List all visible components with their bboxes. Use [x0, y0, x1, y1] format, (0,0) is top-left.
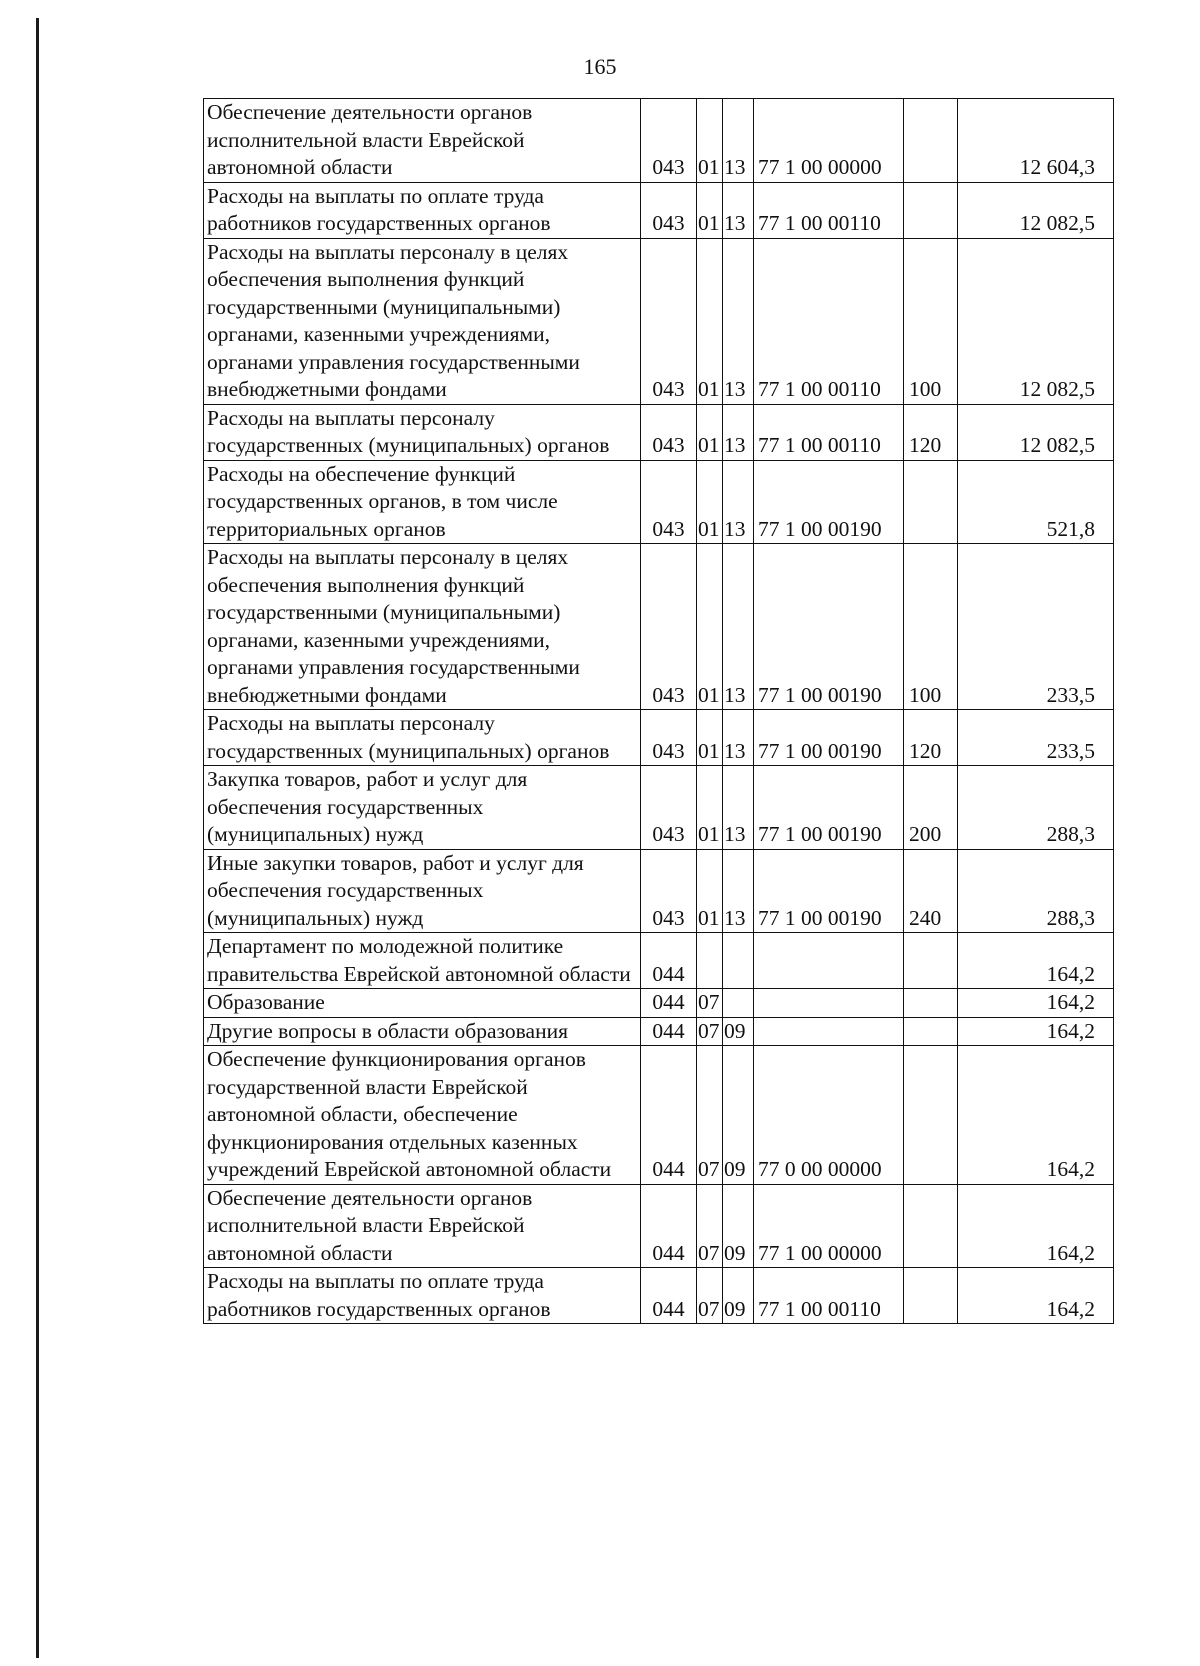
section-code-cell: 01: [697, 849, 723, 933]
expense-type-code-cell: 100: [904, 544, 958, 710]
subsection-code-cell: 09: [723, 1268, 754, 1324]
department-code-cell: 043: [641, 182, 697, 238]
target-article-code-cell: 77 1 00 00000: [754, 99, 904, 183]
expense-type-code-cell: [904, 989, 958, 1018]
expense-type-code-cell: [904, 1046, 958, 1185]
row-name-cell: Департамент по молодежной политике правительства Еврейской автономной области: [204, 933, 641, 989]
expense-type-code-cell: 120: [904, 404, 958, 460]
amount-cell: 288,3: [958, 766, 1114, 850]
department-code-cell: 043: [641, 404, 697, 460]
target-article-code-cell: 77 1 00 00190: [754, 766, 904, 850]
department-code-cell: 043: [641, 710, 697, 766]
amount-cell: 521,8: [958, 460, 1114, 544]
section-code-cell: 01: [697, 710, 723, 766]
row-name-cell: Обеспечение деятельности органов исполнительной власти Еврейской автономной области: [204, 99, 641, 183]
section-code-cell: 07: [697, 1017, 723, 1046]
table-row: [204, 989, 1114, 1018]
target-article-code-cell: 77 1 00 00190: [754, 849, 904, 933]
table-row: [204, 1017, 1114, 1046]
department-code-cell: 044: [641, 989, 697, 1018]
amount-cell: 12 082,5: [958, 404, 1114, 460]
subsection-code-cell: [723, 933, 754, 989]
amount-cell: 288,3: [958, 849, 1114, 933]
target-article-code-cell: 77 1 00 00110: [754, 238, 904, 404]
row-name-cell: Расходы на обеспечение функций государственных органов, в том числе территориальных органов: [204, 460, 641, 544]
table-row: [204, 99, 1114, 183]
department-code-cell: 044: [641, 1268, 697, 1324]
expense-type-code-cell: 100: [904, 238, 958, 404]
subsection-code-cell: 09: [723, 1184, 754, 1268]
subsection-code-cell: 13: [723, 849, 754, 933]
department-code-cell: 044: [641, 1046, 697, 1185]
row-name-cell: Закупка товаров, работ и услуг для обеспечения государственных (муниципальных) нужд: [204, 766, 641, 850]
row-name-cell: Расходы на выплаты персоналу в целях обеспечения выполнения функций государственными (муниципальными) органами, казенными учреждениями, органами управления государственными внебюджетными фондами: [204, 544, 641, 710]
target-article-code-cell: 77 1 00 00190: [754, 544, 904, 710]
department-code-cell: 043: [641, 849, 697, 933]
section-code-cell: 01: [697, 182, 723, 238]
section-code-cell: 01: [697, 544, 723, 710]
expense-type-code-cell: [904, 182, 958, 238]
subsection-code-cell: 13: [723, 238, 754, 404]
budget-table: [203, 98, 1114, 1324]
section-code-cell: 01: [697, 766, 723, 850]
target-article-code-cell: [754, 1017, 904, 1046]
target-article-code-cell: 77 1 00 00110: [754, 404, 904, 460]
row-name-cell: Расходы на выплаты персоналу в целях обеспечения выполнения функций государственными (муниципальными) органами, казенными учреждениями, органами управления государственными внебюджетными фондами: [204, 238, 641, 404]
subsection-code-cell: 13: [723, 710, 754, 766]
subsection-code-cell: 13: [723, 766, 754, 850]
department-code-cell: 043: [641, 238, 697, 404]
target-article-code-cell: 77 1 00 00190: [754, 460, 904, 544]
table-row: [204, 182, 1114, 238]
amount-cell: 164,2: [958, 1268, 1114, 1324]
table-row: [204, 1046, 1114, 1185]
table-row: [204, 710, 1114, 766]
expense-type-code-cell: [904, 460, 958, 544]
department-code-cell: 044: [641, 1017, 697, 1046]
table-body: [204, 99, 1114, 1324]
amount-cell: 164,2: [958, 1017, 1114, 1046]
amount-cell: 164,2: [958, 933, 1114, 989]
table-row: [204, 933, 1114, 989]
expense-type-code-cell: [904, 99, 958, 183]
table-row: [204, 544, 1114, 710]
row-name-cell: Расходы на выплаты персоналу государственных (муниципальных) органов: [204, 404, 641, 460]
page-number: 165: [583, 54, 617, 79]
department-code-cell: 043: [641, 99, 697, 183]
row-name-cell: Иные закупки товаров, работ и услуг для обеспечения государственных (муниципальных) нужд: [204, 849, 641, 933]
row-name-cell: Расходы на выплаты по оплате труда работников государственных органов: [204, 182, 641, 238]
target-article-code-cell: 77 1 00 00110: [754, 1268, 904, 1324]
amount-cell: 12 082,5: [958, 238, 1114, 404]
section-code-cell: 07: [697, 1046, 723, 1185]
amount-cell: 164,2: [958, 1184, 1114, 1268]
expense-type-code-cell: [904, 933, 958, 989]
department-code-cell: 044: [641, 1184, 697, 1268]
expense-type-code-cell: 200: [904, 766, 958, 850]
target-article-code-cell: 77 1 00 00110: [754, 182, 904, 238]
amount-cell: 164,2: [958, 1046, 1114, 1185]
subsection-code-cell: 09: [723, 1046, 754, 1185]
section-code-cell: 07: [697, 1184, 723, 1268]
expense-type-code-cell: 240: [904, 849, 958, 933]
subsection-code-cell: 13: [723, 544, 754, 710]
subsection-code-cell: 09: [723, 1017, 754, 1046]
expense-type-code-cell: [904, 1184, 958, 1268]
table-row: [204, 460, 1114, 544]
table-row: [204, 238, 1114, 404]
department-code-cell: 043: [641, 766, 697, 850]
target-article-code-cell: 77 1 00 00000: [754, 1184, 904, 1268]
department-code-cell: 043: [641, 544, 697, 710]
target-article-code-cell: 77 1 00 00190: [754, 710, 904, 766]
section-code-cell: 01: [697, 99, 723, 183]
row-name-cell: Образование: [204, 989, 641, 1018]
table-row: [204, 1268, 1114, 1324]
table-row: [204, 766, 1114, 850]
binding-edge-line: [36, 18, 39, 1658]
section-code-cell: 07: [697, 989, 723, 1018]
row-name-cell: Обеспечение функционирования органов государственной власти Еврейской автономной области, обеспечение функционирования отдельных казенных учреждений Еврейской автономной области: [204, 1046, 641, 1185]
table-row: [204, 1184, 1114, 1268]
amount-cell: 12 082,5: [958, 182, 1114, 238]
expense-type-code-cell: [904, 1017, 958, 1046]
subsection-code-cell: 13: [723, 182, 754, 238]
subsection-code-cell: 13: [723, 460, 754, 544]
section-code-cell: 01: [697, 460, 723, 544]
amount-cell: 12 604,3: [958, 99, 1114, 183]
table-row: [204, 404, 1114, 460]
subsection-code-cell: 13: [723, 404, 754, 460]
row-name-cell: Обеспечение деятельности органов исполнительной власти Еврейской автономной области: [204, 1184, 641, 1268]
amount-cell: 164,2: [958, 989, 1114, 1018]
department-code-cell: 044: [641, 933, 697, 989]
expense-type-code-cell: 120: [904, 710, 958, 766]
section-code-cell: 01: [697, 238, 723, 404]
amount-cell: 233,5: [958, 710, 1114, 766]
expense-type-code-cell: [904, 1268, 958, 1324]
subsection-code-cell: [723, 989, 754, 1018]
target-article-code-cell: 77 0 00 00000: [754, 1046, 904, 1185]
target-article-code-cell: [754, 989, 904, 1018]
section-code-cell: 07: [697, 1268, 723, 1324]
section-code-cell: [697, 933, 723, 989]
row-name-cell: Другие вопросы в области образования: [204, 1017, 641, 1046]
table-row: [204, 849, 1114, 933]
subsection-code-cell: 13: [723, 99, 754, 183]
row-name-cell: Расходы на выплаты по оплате труда работников государственных органов: [204, 1268, 641, 1324]
row-name-cell: Расходы на выплаты персоналу государственных (муниципальных) органов: [204, 710, 641, 766]
target-article-code-cell: [754, 933, 904, 989]
department-code-cell: 043: [641, 460, 697, 544]
section-code-cell: 01: [697, 404, 723, 460]
amount-cell: 233,5: [958, 544, 1114, 710]
